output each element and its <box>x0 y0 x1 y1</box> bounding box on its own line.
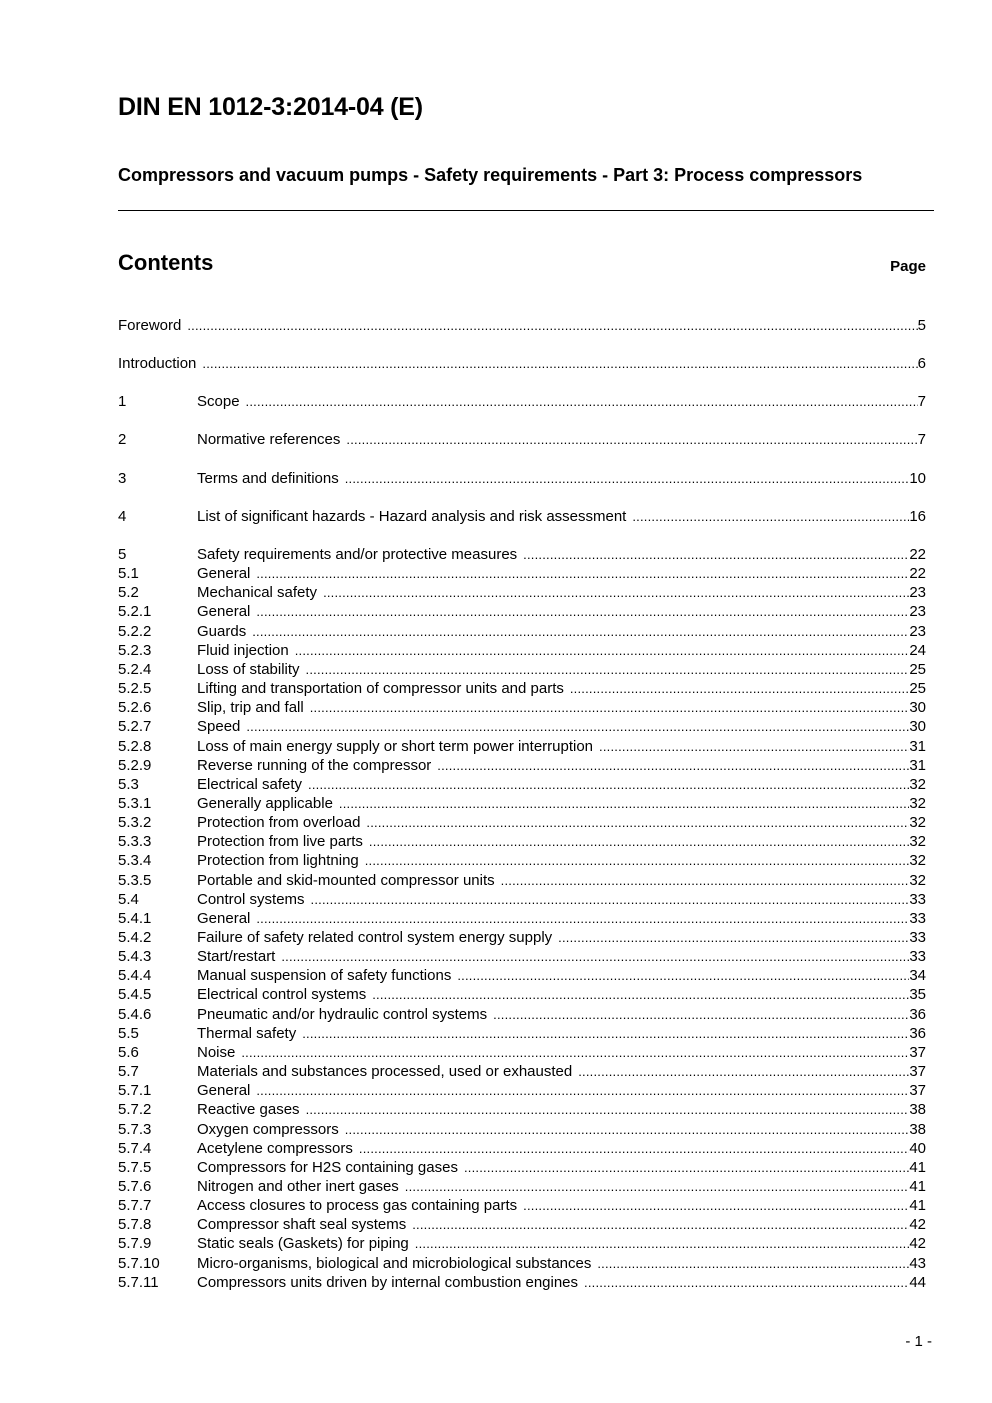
toc-entry-page[interactable]: 6 <box>917 355 926 372</box>
toc-entry-number: 5.3.2 <box>118 814 152 832</box>
toc-entry-title[interactable]: Speed <box>197 718 241 736</box>
toc-entry-page[interactable]: 32 <box>909 852 926 870</box>
toc-entry-number: 5.7.5 <box>118 1158 152 1176</box>
toc-entry[interactable] <box>118 1273 926 1292</box>
toc-entry-title[interactable]: Normative references <box>197 431 341 448</box>
toc-entry-number: 5.3.5 <box>118 871 152 889</box>
toc-dot-leader <box>415 1234 910 1253</box>
toc-entry[interactable] <box>118 871 926 890</box>
toc-entry-page[interactable]: 25 <box>909 680 926 698</box>
toc-entry-number: 5.2.4 <box>118 660 152 678</box>
toc-entry-title[interactable]: Noise <box>197 1043 236 1061</box>
toc-entry-page[interactable]: 5 <box>917 317 926 334</box>
toc-entry-number: 5.7.9 <box>118 1235 152 1253</box>
toc-entry-page[interactable]: 33 <box>909 929 926 946</box>
toc-entry-title[interactable]: Generally applicable <box>197 794 333 812</box>
toc-dot-leader <box>597 1254 909 1273</box>
toc-entry-title[interactable]: Terms and definitions <box>197 470 339 487</box>
toc-entry-number: 2 <box>118 431 127 448</box>
toc-entry[interactable] <box>118 602 926 621</box>
toc-entry-number: 3 <box>118 470 127 487</box>
toc-entry-number: 5.4.1 <box>118 909 152 927</box>
toc-entry-number: 5.2.9 <box>118 756 152 774</box>
toc-entry-number: 5.7 <box>118 1063 139 1081</box>
toc-entry-page[interactable]: 22 <box>909 565 926 583</box>
toc-dot-leader <box>578 1062 909 1081</box>
toc-entry[interactable] <box>118 622 926 641</box>
toc-entry-page[interactable]: 41 <box>909 1197 926 1215</box>
toc-entry[interactable] <box>118 1234 926 1253</box>
toc-entry-title[interactable]: Lifting and transportation of compressor units and parts <box>197 680 564 698</box>
toc-entry-number: 5.7.3 <box>118 1120 152 1138</box>
toc-dot-leader <box>246 717 909 736</box>
toc-entry-page[interactable]: 43 <box>909 1254 926 1272</box>
toc-entry-page[interactable]: 35 <box>909 986 926 1004</box>
toc-entry-number: 5.2.2 <box>118 622 152 640</box>
toc-dot-leader <box>584 1273 909 1292</box>
toc-entry-page[interactable]: 36 <box>909 1024 926 1042</box>
toc-entry-page[interactable]: 33 <box>909 909 926 927</box>
toc-dot-leader <box>252 622 909 641</box>
toc-entry[interactable] <box>118 1196 926 1215</box>
toc-dot-leader <box>369 832 909 851</box>
toc-entry-page[interactable]: 34 <box>909 967 926 985</box>
toc-entry[interactable] <box>118 1062 926 1081</box>
toc-entry[interactable] <box>118 392 926 411</box>
toc-entry[interactable] <box>118 583 926 602</box>
toc-entry[interactable] <box>118 832 926 851</box>
toc-dot-leader <box>323 583 909 602</box>
toc-entry-title[interactable]: Fluid injection <box>197 641 289 659</box>
toc-entry-title[interactable]: Safety requirements and/or protective measures <box>197 546 518 563</box>
toc-entry-page[interactable]: 33 <box>909 890 926 908</box>
toc-entry-page[interactable]: 25 <box>909 660 926 678</box>
toc-entry-title[interactable]: Protection from lightning <box>197 852 359 870</box>
toc-entry[interactable] <box>118 756 926 775</box>
toc-entry[interactable] <box>118 1139 926 1158</box>
toc-dot-leader <box>246 392 918 411</box>
toc-entry-title[interactable]: General <box>197 909 251 927</box>
toc-entry-page[interactable]: 40 <box>909 1139 926 1157</box>
toc-entry[interactable] <box>118 507 926 526</box>
toc-entry-page[interactable]: 30 <box>909 699 926 717</box>
toc-entry-page[interactable]: 22 <box>909 546 926 563</box>
toc-entry[interactable] <box>118 1005 926 1024</box>
toc-entry-page[interactable]: 30 <box>909 718 926 736</box>
toc-dot-leader <box>558 928 909 947</box>
toc-dot-leader <box>359 1139 909 1158</box>
toc-entry[interactable] <box>118 698 926 717</box>
toc-entry[interactable] <box>118 1043 926 1062</box>
toc-entry-title[interactable]: General <box>197 1082 251 1100</box>
toc-entry-page[interactable]: 42 <box>909 1235 926 1253</box>
toc-entry-number: 5.6 <box>118 1043 139 1061</box>
toc-entry[interactable] <box>118 794 926 813</box>
toc-entry-title[interactable]: Compressor shaft seal systems <box>197 1216 407 1234</box>
toc-entry-title[interactable]: Thermal safety <box>197 1024 297 1042</box>
toc-entry-title[interactable]: Compressors units driven by internal combustion engines <box>197 1273 579 1291</box>
document-title: DIN EN 1012-3:2014-04 (E) <box>118 93 423 121</box>
toc-entry[interactable] <box>118 1177 926 1196</box>
toc-dot-leader <box>365 851 910 870</box>
document-subtitle: Compressors and vacuum pumps - Safety requirements - Part 3: Process compressors <box>118 165 863 185</box>
toc-entry-title[interactable]: Portable and skid-mounted compressor units <box>197 871 495 889</box>
toc-entry-number: 5.4.2 <box>118 929 152 946</box>
toc-entry-title[interactable]: Compressors for H2S containing gases <box>197 1158 458 1176</box>
toc-entry-title[interactable]: Oxygen compressors <box>197 1120 339 1138</box>
toc-entry-number: 5.5 <box>118 1024 139 1042</box>
toc-entry[interactable] <box>118 679 926 698</box>
toc-entry-title[interactable]: Manual suspension of safety functions <box>197 967 452 985</box>
toc-dot-leader <box>306 1100 910 1119</box>
toc-entry-page[interactable]: 32 <box>909 794 926 812</box>
toc-entry-page[interactable]: 32 <box>909 833 926 851</box>
toc-entry[interactable] <box>118 717 926 736</box>
toc-entry-page[interactable]: 36 <box>909 1005 926 1023</box>
toc-dot-leader <box>372 985 909 1004</box>
toc-entry-page[interactable]: 31 <box>909 737 926 755</box>
toc-entry[interactable] <box>118 354 926 373</box>
toc-dot-leader <box>599 737 909 756</box>
toc-entry-page[interactable]: 38 <box>909 1120 926 1138</box>
toc-entry-number: 5.7.11 <box>118 1273 159 1291</box>
toc-dot-leader <box>256 602 909 621</box>
toc-entry-number: 5.3.3 <box>118 833 152 851</box>
toc-dot-leader <box>202 354 917 373</box>
toc-dot-leader <box>501 871 910 890</box>
toc-entry[interactable] <box>118 1158 926 1177</box>
toc-entry[interactable] <box>118 775 926 794</box>
toc-entry-title[interactable]: Control systems <box>197 890 305 908</box>
toc-entry-page[interactable]: 32 <box>909 871 926 889</box>
toc-entry[interactable] <box>118 890 926 909</box>
toc-dot-leader <box>281 947 909 966</box>
toc-entry[interactable] <box>118 1215 926 1234</box>
toc-entry-page[interactable]: 42 <box>909 1216 926 1234</box>
page-number: - 1 - <box>905 1333 932 1350</box>
toc-entry-title[interactable]: List of significant hazards - Hazard analysis and risk assessment <box>197 508 627 525</box>
toc-entry-title[interactable]: Slip, trip and fall <box>197 699 304 717</box>
toc-entry-page[interactable]: 23 <box>909 603 926 621</box>
toc-entry-number: 5.2.8 <box>118 737 152 755</box>
toc-entry-title[interactable]: Introduction <box>118 355 197 372</box>
toc-dot-leader <box>345 469 910 488</box>
toc-entry[interactable] <box>118 813 926 832</box>
toc-entry-number: 5.4.3 <box>118 948 152 966</box>
toc-entry-number: 5.2.5 <box>118 680 152 698</box>
toc-dot-leader <box>493 1005 909 1024</box>
toc-entry[interactable] <box>118 851 926 870</box>
toc-entry-number: 1 <box>118 393 127 410</box>
toc-dot-leader <box>302 1024 909 1043</box>
toc-entry-number: 5.7.7 <box>118 1197 152 1215</box>
toc-entry-title[interactable]: Reverse running of the compressor <box>197 756 432 774</box>
toc-dot-leader <box>345 1120 910 1139</box>
toc-dot-leader <box>457 966 909 985</box>
toc-entry-title[interactable]: Mechanical safety <box>197 584 318 602</box>
toc-entry-number: 5.7.1 <box>118 1082 152 1100</box>
toc-entry-title[interactable]: Static seals (Gaskets) for piping <box>197 1235 409 1253</box>
toc-entry-number: 5.7.8 <box>118 1216 152 1234</box>
toc-entry-number: 4 <box>118 508 127 525</box>
toc-entry-title[interactable]: General <box>197 603 251 621</box>
toc-entry[interactable] <box>118 909 926 928</box>
toc-entry-number: 5.7.10 <box>118 1254 160 1272</box>
toc-entry-page[interactable]: 37 <box>909 1043 926 1061</box>
toc-entry-number: 5 <box>118 546 127 563</box>
toc-entry-page[interactable]: 16 <box>909 508 926 525</box>
toc-entry-page[interactable]: 23 <box>909 584 926 602</box>
toc-dot-leader <box>256 564 909 583</box>
toc-dot-leader <box>437 756 909 775</box>
toc-entry-title[interactable]: Nitrogen and other inert gases <box>197 1177 399 1195</box>
toc-entry-number: 5.2.6 <box>118 699 152 717</box>
toc-dot-leader <box>464 1158 909 1177</box>
toc-entry[interactable] <box>118 1100 926 1119</box>
toc-dot-leader <box>366 813 909 832</box>
toc-entry-title[interactable]: Loss of stability <box>197 660 300 678</box>
toc-entry-page[interactable]: 7 <box>917 393 926 410</box>
toc-dot-leader <box>306 660 910 679</box>
toc-entry[interactable] <box>118 966 926 985</box>
toc-entry[interactable] <box>118 737 926 756</box>
toc-entry-page[interactable]: 38 <box>909 1101 926 1119</box>
toc-dot-leader <box>295 641 910 660</box>
toc-entry-number: 5.2.3 <box>118 641 152 659</box>
toc-entry-number: 5.3.1 <box>118 794 152 812</box>
toc-entry-number: 5.7.6 <box>118 1177 152 1195</box>
page-column-heading: Page <box>890 258 926 275</box>
toc-dot-leader <box>412 1215 909 1234</box>
toc-entry-number: 5.2 <box>118 584 139 602</box>
toc-entry-title[interactable]: General <box>197 565 251 583</box>
toc-entry-page[interactable]: 10 <box>909 470 926 487</box>
toc-entry-page[interactable]: 33 <box>909 948 926 966</box>
toc-entry[interactable] <box>118 469 926 488</box>
toc-entry-title[interactable]: Access closures to process gas containing parts <box>197 1197 518 1215</box>
toc-dot-leader <box>346 430 917 449</box>
toc-entry-number: 5.7.4 <box>118 1139 152 1157</box>
toc-dot-leader <box>339 794 909 813</box>
toc-entry[interactable] <box>118 985 926 1004</box>
toc-entry-number: 5.7.2 <box>118 1101 152 1119</box>
toc-entry-page[interactable]: 7 <box>917 431 926 448</box>
toc-entry[interactable] <box>118 545 926 564</box>
toc-entry-number: 5.2.7 <box>118 718 152 736</box>
toc-entry-page[interactable]: 41 <box>909 1177 926 1195</box>
toc-entry-title[interactable]: Scope <box>197 393 240 410</box>
toc-entry-title[interactable]: Reactive gases <box>197 1101 300 1119</box>
toc-dot-leader <box>310 698 910 717</box>
toc-dot-leader <box>523 1196 909 1215</box>
toc-entry[interactable] <box>118 928 926 947</box>
toc-entry-title[interactable]: Foreword <box>118 317 182 334</box>
toc-dot-leader <box>570 679 909 698</box>
toc-entry-title[interactable]: Loss of main energy supply or short term power interruption <box>197 737 594 755</box>
toc-entry-number: 5.4.4 <box>118 967 152 985</box>
toc-entry-title[interactable]: Guards <box>197 622 247 640</box>
toc-entry-title[interactable]: Pneumatic and/or hydraulic control systems <box>197 1005 488 1023</box>
toc-entry-title[interactable]: Protection from live parts <box>197 833 363 851</box>
toc-entry-page[interactable]: 41 <box>909 1158 926 1176</box>
toc-entry[interactable] <box>118 1081 926 1100</box>
toc-entry-page[interactable]: 44 <box>909 1273 926 1291</box>
toc-entry[interactable] <box>118 1254 926 1273</box>
toc-entry[interactable] <box>118 1024 926 1043</box>
toc-entry[interactable] <box>118 564 926 583</box>
toc-entry-title[interactable]: Protection from overload <box>197 814 361 832</box>
toc-entry[interactable] <box>118 430 926 449</box>
toc-dot-leader <box>308 775 909 794</box>
toc-entry-title[interactable]: Start/restart <box>197 948 276 966</box>
toc-entry[interactable] <box>118 1120 926 1139</box>
toc-entry-title[interactable]: Failure of safety related control system energy supply <box>197 929 553 946</box>
toc-entry-number: 5.1 <box>118 565 139 583</box>
toc-dot-leader <box>311 890 910 909</box>
toc-entry[interactable] <box>118 641 926 660</box>
toc-entry[interactable] <box>118 316 926 335</box>
toc-entry-title[interactable]: Electrical control systems <box>197 986 367 1004</box>
contents-heading: Contents <box>118 250 214 275</box>
toc-dot-leader <box>187 316 917 335</box>
toc-entry[interactable] <box>118 947 926 966</box>
toc-entry-title[interactable]: Acetylene compressors <box>197 1139 353 1157</box>
toc-entry-number: 5.4 <box>118 890 139 908</box>
toc-dot-leader <box>632 507 909 526</box>
toc-entry-number: 5.3 <box>118 775 139 793</box>
toc-entry-title[interactable]: Electrical safety <box>197 775 303 793</box>
toc-entry-page[interactable]: 32 <box>909 775 926 793</box>
toc-dot-leader <box>256 909 909 928</box>
toc-entry-number: 5.2.1 <box>118 603 152 621</box>
toc-entry[interactable] <box>118 660 926 679</box>
title-divider <box>118 210 934 211</box>
toc-entry-title[interactable]: Materials and substances processed, used or exhausted <box>197 1063 573 1081</box>
toc-entry-page[interactable]: 32 <box>909 814 926 832</box>
toc-entry-number: 5.3.4 <box>118 852 152 870</box>
toc-dot-leader <box>256 1081 909 1100</box>
toc-dot-leader <box>405 1177 910 1196</box>
toc-entry-page[interactable]: 37 <box>909 1063 926 1081</box>
toc-dot-leader <box>241 1043 909 1062</box>
toc-entry-page[interactable]: 37 <box>909 1082 926 1100</box>
toc-entry-page[interactable]: 31 <box>909 756 926 774</box>
toc-dot-leader <box>523 545 909 564</box>
toc-entry-page[interactable]: 23 <box>909 622 926 640</box>
toc-entry-page[interactable]: 24 <box>909 641 926 659</box>
toc-entry-number: 5.4.6 <box>118 1005 152 1023</box>
toc-entry-number: 5.4.5 <box>118 986 152 1004</box>
toc-entry-title[interactable]: Micro-organisms, biological and microbiological substances <box>197 1254 592 1272</box>
